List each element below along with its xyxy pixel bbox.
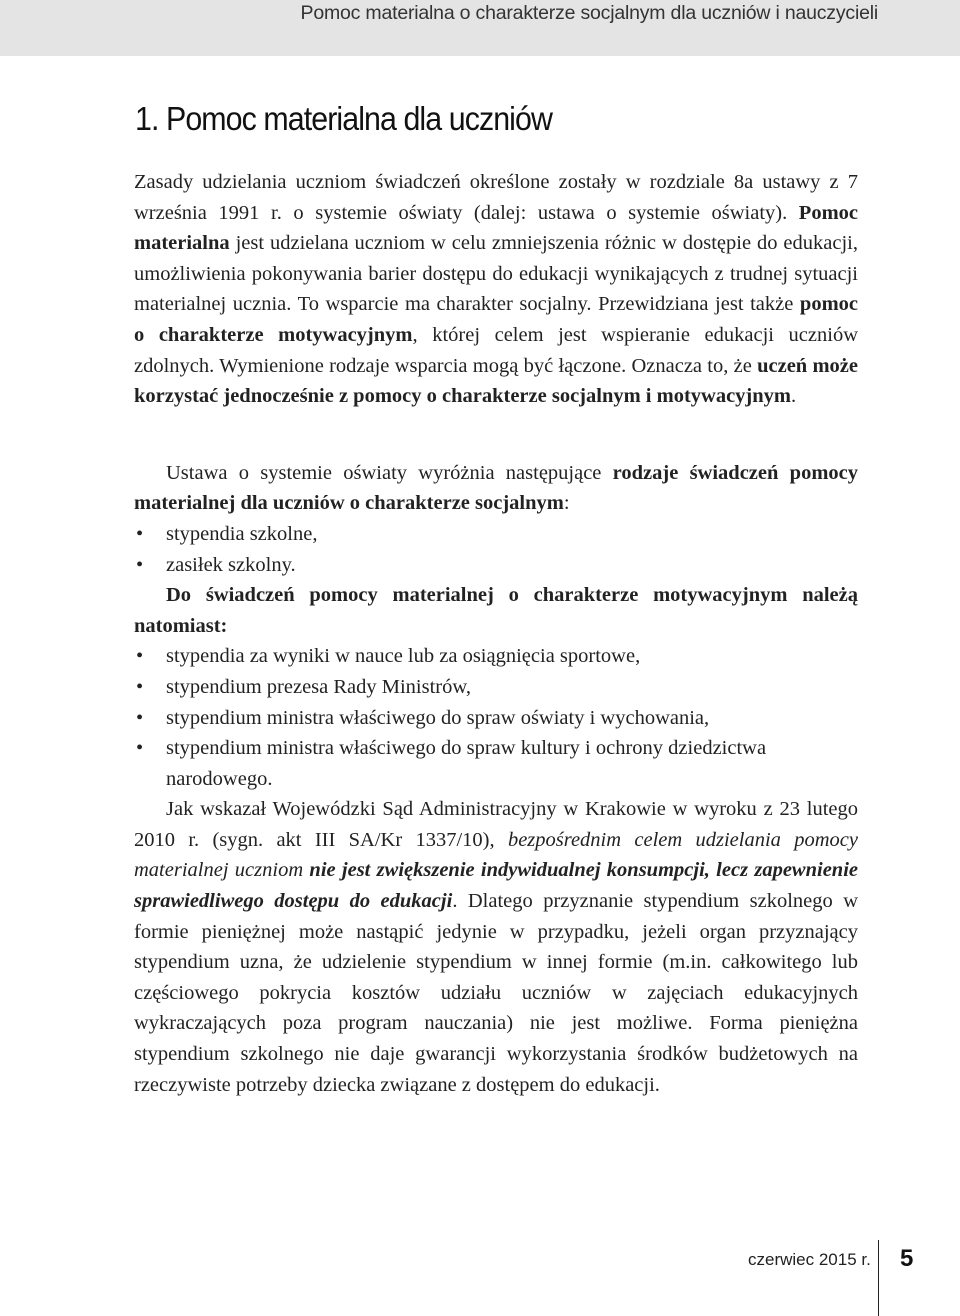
list-item-text: stypendium ministra właściwego do spraw kultury i ochrony dziedzictwa narodowego.: [166, 737, 767, 790]
text-run: , której celem jest wspieranie edukacji uczniów zdolnych. Wymienione rodzaje wsparcia mogą być łączone. Oznacza to, że: [134, 323, 858, 377]
list-item-text: stypendia za wyniki w nauce lub za osiągnięcia sportowe,: [166, 645, 641, 668]
chapter-title: 1. Pomoc materialna dla uczniów: [135, 100, 552, 137]
bold-run: pomoc o charakterze motywacyjnym: [134, 293, 858, 346]
list-item: [134, 550, 858, 581]
motivational-aid-list: [134, 641, 858, 794]
bold-run: rodzaje świadczeń pomocy materialnej dla uczniów o charakterze socjalnym: [134, 461, 858, 515]
footer-divider: [878, 1240, 879, 1316]
list-item: [134, 641, 858, 672]
body-text: [134, 167, 858, 1100]
bullet-icon: •: [136, 706, 144, 729]
italic-run: bezpośrednim celem udzielania pomocy materialnej uczniom: [134, 828, 858, 882]
text-run: jest udzielana uczniom w celu zmniejszenia różnic w dostępie do edukacji, umożliwienia pokonywania barier dostępu do edukacji wynikających z trudnej sytuacji materialnej ucznia. To wsparcie ma charakter socjalny. Przewidziana jest także: [134, 232, 858, 316]
list-item: [134, 703, 858, 734]
page-number: 5: [900, 1245, 914, 1272]
text-run: Jak wskazał Wojewódzki Sąd Administracyjny w Krakowie w wyroku z 23 lutego 2010 r. (sygn. akt III SA/Kr 1337/10),: [134, 798, 858, 851]
bold-run: Pomoc materialna: [134, 201, 858, 255]
bold-run: uczeń może korzystać jednocześnie z pomocy o charakterze socjalnym i motywacyjnym: [134, 354, 859, 408]
text-run: . Dlatego przyznanie stypendium szkolnego w formie pieniężnej może nastąpić jedynie w przypadku, jeżeli organ przyznający stypendium uzna, że udzielenie stypendium w innej formie (m.in. całkowitego lub częściowego pokrycia kosztów udziału uczniów w zajęciach edukacyjnych wykraczających poza program nauczania) nie jest możliwe. Forma pieniężna stypendium szkolnego nie daje gwarancji wykorzystania środków budżetowych na rzeczywiste potrzeby dziecka związane z dostępem do edukacji.: [134, 890, 859, 1096]
text-run: .: [790, 385, 797, 408]
court-ruling-paragraph: [134, 794, 858, 1100]
list-item: [134, 672, 858, 703]
list-item-text: zasiłek szkolny.: [166, 553, 296, 576]
list-item-text: stypendia szkolne,: [166, 522, 318, 545]
list-item-text: stypendium prezesa Rady Ministrów,: [166, 675, 471, 698]
bold-run: Do świadczeń pomocy materialnej o charakterze motywacyjnym należą natomiast:: [134, 584, 858, 637]
list-item: [134, 519, 858, 550]
intro-paragraph: [134, 167, 858, 412]
social-aid-list: [134, 519, 858, 580]
bullet-icon: •: [136, 675, 144, 698]
bullet-icon: •: [136, 522, 144, 545]
bullet-icon: •: [136, 645, 144, 668]
text-run: :: [563, 492, 570, 515]
social-aid-paragraph: [134, 458, 858, 519]
list-item: [134, 733, 858, 794]
paragraph-gap: [134, 412, 858, 458]
footer-date: czerwiec 2015 r.: [748, 1250, 871, 1269]
text-run: Zasady udzielania uczniom świadczeń określone zostały w rozdziale 8a ustawy z 7 września 1991 r. o systemie oświaty (dalej: ustawa o systemie oświaty).: [134, 171, 858, 224]
running-header-title: Pomoc materialna o charakterze socjalnym dla uczniów i nauczycieli: [300, 2, 878, 24]
motivational-aid-paragraph: [134, 580, 858, 641]
text-run: Ustawa o systemie oświaty wyróżnia następujące: [166, 461, 613, 484]
bullet-icon: •: [136, 553, 144, 576]
bullet-icon: •: [136, 737, 144, 760]
bold-italic-run: nie jest zwiększenie indywidualnej konsumpcji, lecz zapewnienie sprawiedliwego dostępu do edukacji: [134, 859, 858, 913]
list-item-text: stypendium ministra właściwego do spraw oświaty i wychowania,: [166, 706, 710, 729]
